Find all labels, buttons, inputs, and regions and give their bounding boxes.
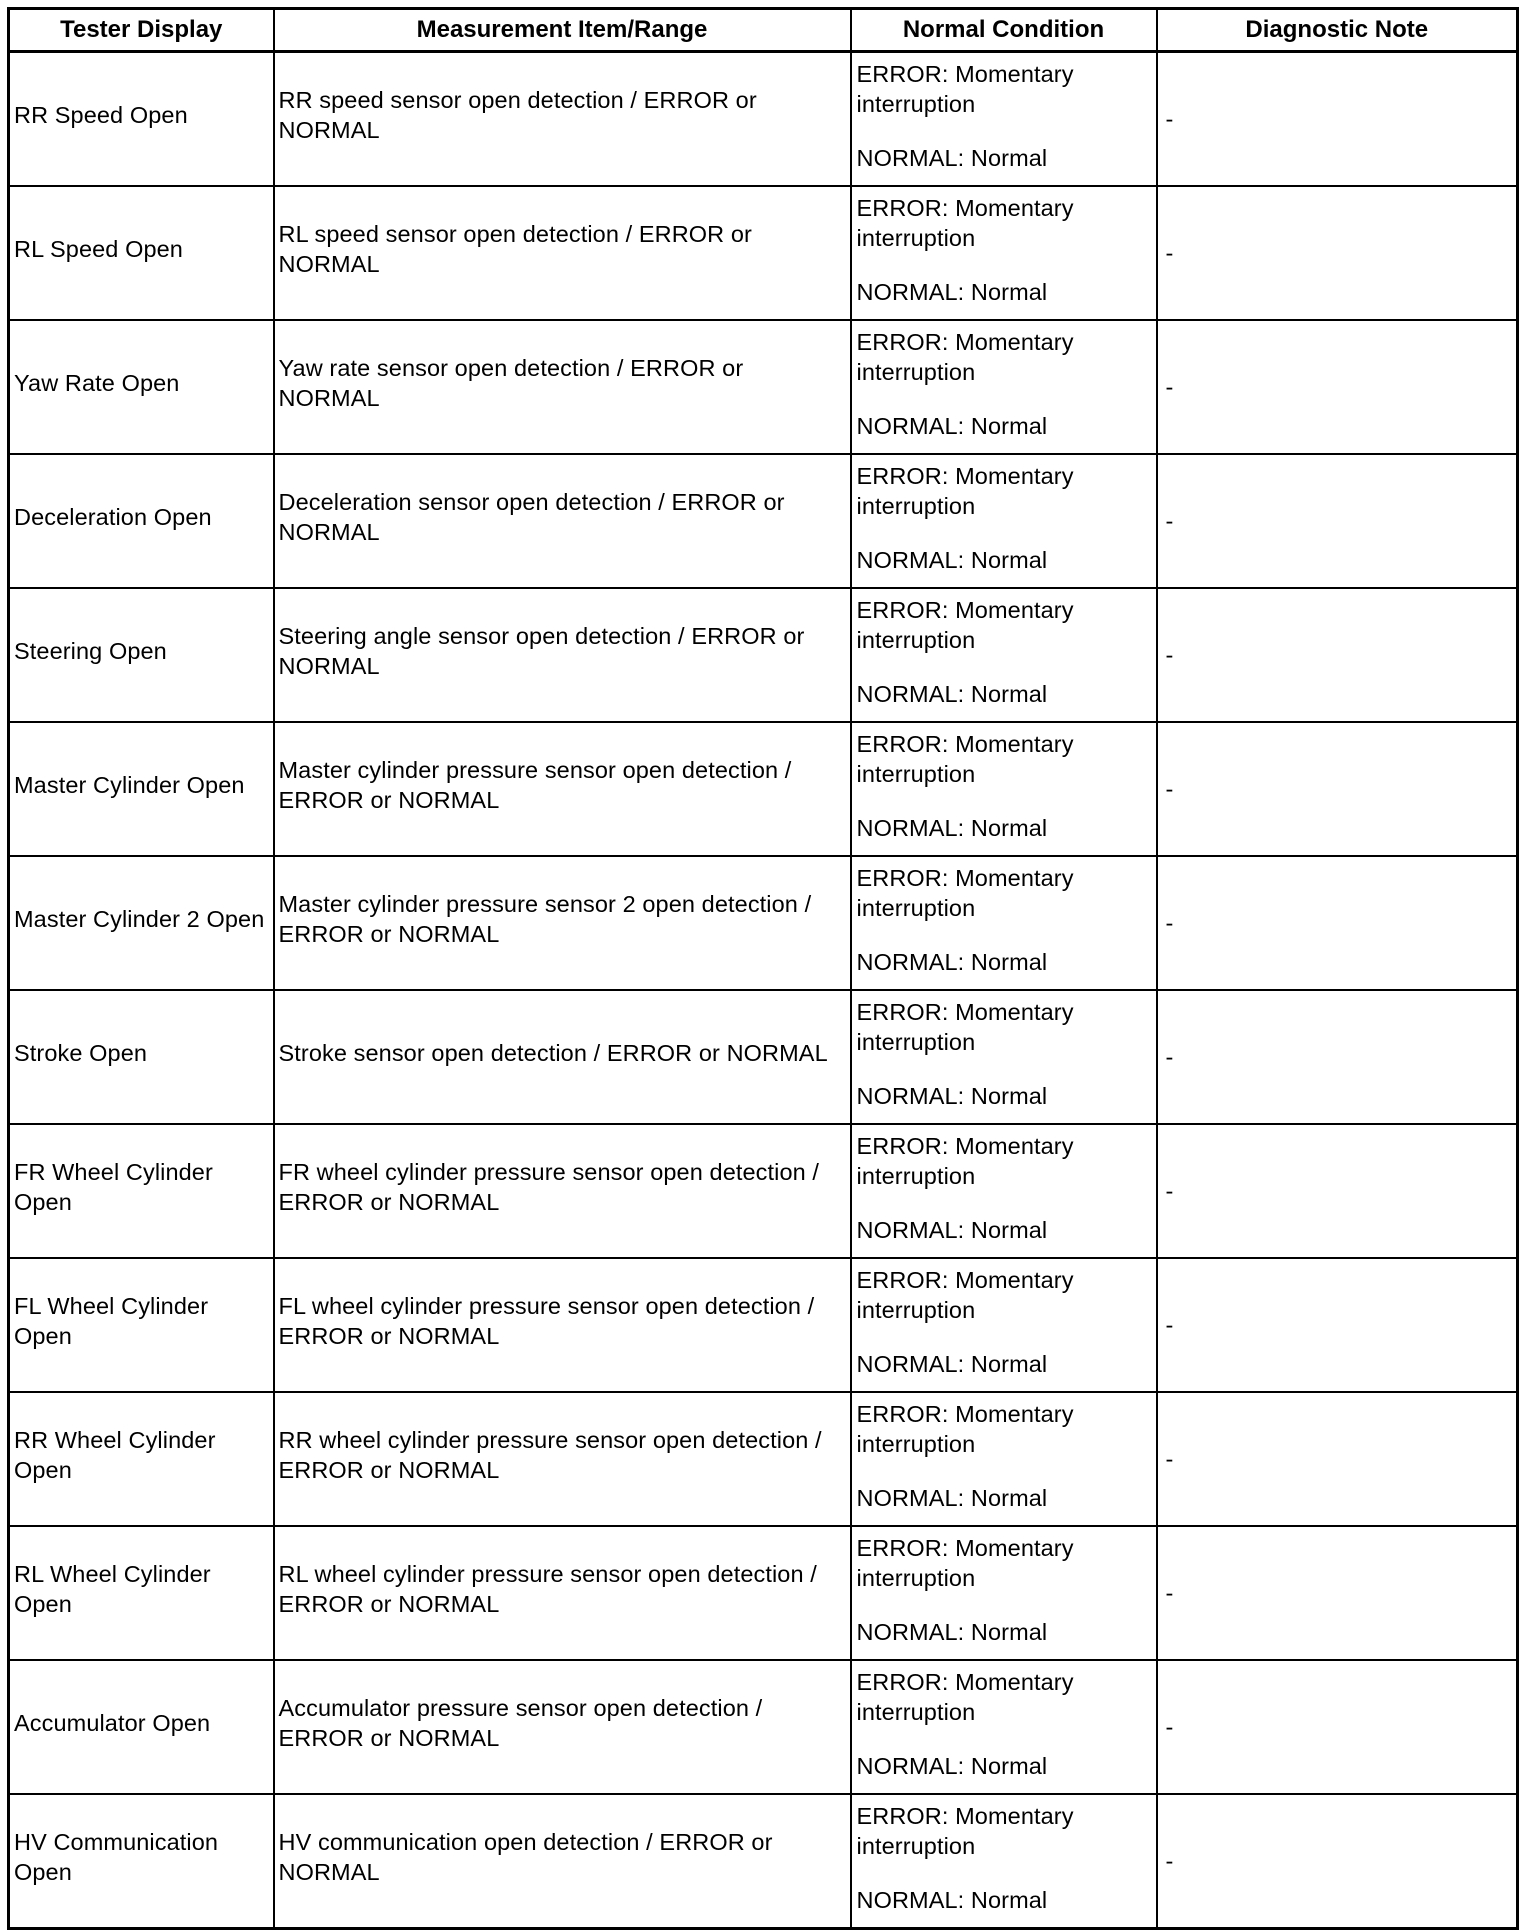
measurement-cell: Master cylinder pressure sensor open detection / ERROR or NORMAL (274, 722, 851, 856)
normal-condition-normal: NORMAL: Normal (856, 547, 1048, 573)
normal-condition-error: ERROR: Momentary interruption (856, 1401, 1074, 1457)
diagnostic-note-cell: - (1157, 320, 1518, 454)
normal-condition-cell (851, 454, 1157, 588)
measurement-cell: Master cylinder pressure sensor 2 open detection / ERROR or NORMAL (274, 856, 851, 990)
measurement-cell: RL wheel cylinder pressure sensor open detection / ERROR or NORMAL (274, 1526, 851, 1660)
tester-display-cell: Steering Open (9, 588, 274, 722)
tester-display-cell: FL Wheel Cylinder Open (9, 1258, 274, 1392)
normal-condition-normal: NORMAL: Normal (856, 1351, 1048, 1377)
normal-condition-normal: NORMAL: Normal (856, 1887, 1048, 1913)
diagnostic-note-cell: - (1157, 722, 1518, 856)
measurement-cell: RR wheel cylinder pressure sensor open detection / ERROR or NORMAL (274, 1392, 851, 1526)
normal-condition-error: ERROR: Momentary interruption (856, 463, 1074, 519)
tester-display-cell: Deceleration Open (9, 454, 274, 588)
normal-condition-normal: NORMAL: Normal (856, 413, 1048, 439)
normal-condition-error: ERROR: Momentary interruption (856, 597, 1074, 653)
diagnostic-note-cell: - (1157, 856, 1518, 990)
header-tester-display: Tester Display (9, 9, 274, 52)
diagnostic-note-cell: - (1157, 454, 1518, 588)
diagnostic-note-cell: - (1157, 990, 1518, 1124)
table-row (9, 990, 1518, 1124)
tester-display-cell: RL Speed Open (9, 186, 274, 320)
table-row (9, 1794, 1518, 1929)
table-row (9, 1660, 1518, 1794)
normal-condition-cell (851, 990, 1157, 1124)
measurement-cell: RL speed sensor open detection / ERROR or NORMAL (274, 186, 851, 320)
normal-condition-cell (851, 1124, 1157, 1258)
diagnostic-note-cell: - (1157, 1258, 1518, 1392)
data-list-sheet (7, 7, 1516, 1913)
table-body (9, 52, 1518, 1929)
normal-condition-cell (851, 52, 1157, 187)
diagnostic-note-cell: - (1157, 52, 1518, 187)
tester-display-cell: RR Wheel Cylinder Open (9, 1392, 274, 1526)
diagnostic-note-cell: - (1157, 1660, 1518, 1794)
diagnostic-note-cell: - (1157, 186, 1518, 320)
tester-display-cell: Accumulator Open (9, 1660, 274, 1794)
normal-condition-error: ERROR: Momentary interruption (856, 1669, 1074, 1725)
normal-condition-normal: NORMAL: Normal (856, 145, 1048, 171)
measurement-cell: Stroke sensor open detection / ERROR or NORMAL (274, 990, 851, 1124)
table-row (9, 856, 1518, 990)
table-row (9, 320, 1518, 454)
normal-condition-normal: NORMAL: Normal (856, 681, 1048, 707)
normal-condition-cell (851, 588, 1157, 722)
tester-display-cell: Yaw Rate Open (9, 320, 274, 454)
diagnostic-note-cell: - (1157, 1392, 1518, 1526)
normal-condition-cell (851, 722, 1157, 856)
diagnostic-note-cell: - (1157, 1794, 1518, 1929)
normal-condition-error: ERROR: Momentary interruption (856, 195, 1074, 251)
normal-condition-error: ERROR: Momentary interruption (856, 999, 1074, 1055)
header-diagnostic-note: Diagnostic Note (1157, 9, 1518, 52)
normal-condition-error: ERROR: Momentary interruption (856, 1267, 1074, 1323)
normal-condition-error: ERROR: Momentary interruption (856, 1803, 1074, 1859)
tester-display-cell: Master Cylinder 2 Open (9, 856, 274, 990)
tester-display-cell: RR Speed Open (9, 52, 274, 187)
table-row (9, 1124, 1518, 1258)
tester-display-cell: HV Communication Open (9, 1794, 274, 1929)
table-row (9, 588, 1518, 722)
table-header (9, 9, 1518, 52)
diagnostic-note-cell: - (1157, 588, 1518, 722)
measurement-cell: Steering angle sensor open detection / ERROR or NORMAL (274, 588, 851, 722)
normal-condition-normal: NORMAL: Normal (856, 1083, 1048, 1109)
normal-condition-cell (851, 1660, 1157, 1794)
tester-display-cell: Stroke Open (9, 990, 274, 1124)
normal-condition-cell (851, 320, 1157, 454)
normal-condition-normal: NORMAL: Normal (856, 1485, 1048, 1511)
diagnostic-note-cell: - (1157, 1526, 1518, 1660)
table-row (9, 1392, 1518, 1526)
normal-condition-cell (851, 1526, 1157, 1660)
table-row (9, 52, 1518, 187)
normal-condition-cell (851, 1392, 1157, 1526)
measurement-cell: FR wheel cylinder pressure sensor open detection / ERROR or NORMAL (274, 1124, 851, 1258)
tester-display-cell: RL Wheel Cylinder Open (9, 1526, 274, 1660)
normal-condition-error: ERROR: Momentary interruption (856, 1133, 1074, 1189)
measurement-cell: Yaw rate sensor open detection / ERROR or NORMAL (274, 320, 851, 454)
table-row (9, 186, 1518, 320)
normal-condition-error: ERROR: Momentary interruption (856, 865, 1074, 921)
measurement-cell: FL wheel cylinder pressure sensor open detection / ERROR or NORMAL (274, 1258, 851, 1392)
data-list-table (7, 7, 1519, 1930)
table-row (9, 722, 1518, 856)
measurement-cell: RR speed sensor open detection / ERROR or NORMAL (274, 52, 851, 187)
normal-condition-normal: NORMAL: Normal (856, 1217, 1048, 1243)
measurement-cell: Accumulator pressure sensor open detection / ERROR or NORMAL (274, 1660, 851, 1794)
normal-condition-normal: NORMAL: Normal (856, 815, 1048, 841)
tester-display-cell: Master Cylinder Open (9, 722, 274, 856)
measurement-cell: Deceleration sensor open detection / ERROR or NORMAL (274, 454, 851, 588)
normal-condition-error: ERROR: Momentary interruption (856, 61, 1074, 117)
normal-condition-normal: NORMAL: Normal (856, 1619, 1048, 1645)
header-measurement: Measurement Item/Range (274, 9, 851, 52)
normal-condition-error: ERROR: Momentary interruption (856, 1535, 1074, 1591)
tester-display-cell: FR Wheel Cylinder Open (9, 1124, 274, 1258)
table-row (9, 1258, 1518, 1392)
header-normal-condition: Normal Condition (851, 9, 1157, 52)
normal-condition-normal: NORMAL: Normal (856, 949, 1048, 975)
normal-condition-cell (851, 856, 1157, 990)
normal-condition-error: ERROR: Momentary interruption (856, 329, 1074, 385)
table-row (9, 454, 1518, 588)
table-row (9, 1526, 1518, 1660)
normal-condition-cell (851, 186, 1157, 320)
normal-condition-normal: NORMAL: Normal (856, 279, 1048, 305)
measurement-cell: HV communication open detection / ERROR or NORMAL (274, 1794, 851, 1929)
normal-condition-normal: NORMAL: Normal (856, 1753, 1048, 1779)
normal-condition-error: ERROR: Momentary interruption (856, 731, 1074, 787)
header-row (9, 9, 1518, 52)
diagnostic-note-cell: - (1157, 1124, 1518, 1258)
normal-condition-cell (851, 1794, 1157, 1929)
normal-condition-cell (851, 1258, 1157, 1392)
